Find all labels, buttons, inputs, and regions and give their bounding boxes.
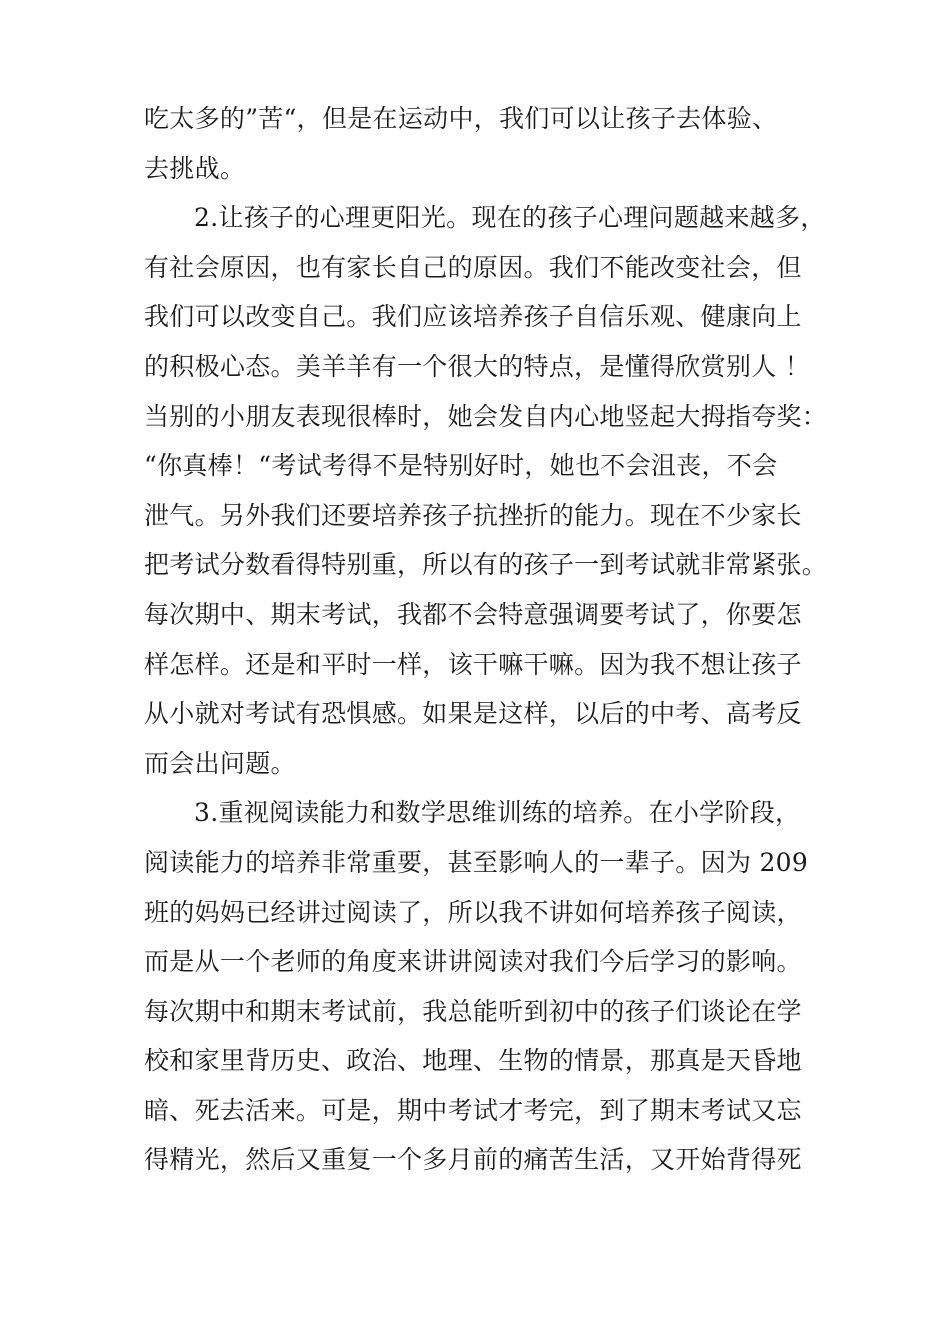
text-line: 而是从一个老师的角度来讲讲阅读对我们今后学习的影响。 [144,947,802,977]
text-line: 去挑战。 [144,153,246,183]
text-line: 吃太多的”苦“，但是在运动中，我们可以让孩子去体验、 [144,104,778,133]
text-line: 阅读能力的培养非常重要，甚至影响人的一辈子。因为 209 [144,847,809,877]
text-line: 把考试分数看得特别重，所以有的孩子一到考试就非常紧张。 [144,550,828,580]
text-line: 有社会原因，也有家长自己的原因。我们不能改变社会，但 [144,252,802,282]
text-line: 班的妈妈已经讲过阅读了，所以我不讲如何培养孩子阅读， [144,897,802,927]
paragraph-start-line: 2.让孩子的心理更阳光。现在的孩子心理问题越来越多， [194,203,826,233]
text-line: 暗、死去活来。可是，期中考试才考完，到了期末考试又忘 [144,1095,802,1125]
text-line: 而会出问题。 [144,748,296,778]
text-line: 从小就对考试有恐惧感。如果是这样，以后的中考、高考反 [144,699,802,729]
text-line: 样怎样。还是和平时一样，该干嘛干嘛。因为我不想让孩子 [144,649,802,679]
text-line: 的积极心态。美羊羊有一个很大的特点，是懂得欣赏别人 ！ [144,351,811,381]
text-line: 泄气。另外我们还要培养孩子抗挫折的能力。现在不少家长 [144,500,802,530]
body-text [144,94,828,1185]
text-line: 每次期中和期末考试前，我总能听到初中的孩子们谈论在学 [144,996,802,1026]
paragraph-start-line: 3.重视阅读能力和数学思维训练的培养。在小学阶段， [194,798,801,828]
text-line: 得精光，然后又重复一个多月前的痛苦生活，又开始背得死 [144,1145,802,1175]
text-line: 校和家里背历史、政治、地理、生物的情景，那真是天昏地 [144,1046,802,1076]
text-line: 我们可以改变自己。我们应该培养孩子自信乐观、健康向上 [144,302,802,332]
text-line: 每次期中、期末考试，我都不会特意强调要考试了，你要怎 [144,599,802,629]
text-line: “你真棒！“考试考得不是特别好时，她也不会沮丧，不会 [144,451,778,481]
text-line: 当别的小朋友表现很棒时，她会发自内心地竖起大拇指夸奖： [144,401,828,431]
